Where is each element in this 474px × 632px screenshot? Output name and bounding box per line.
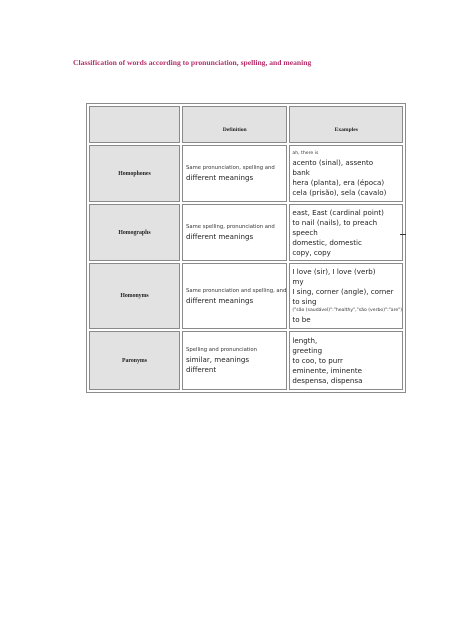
definition-small-text: Same pronunciation and spelling, and xyxy=(186,287,287,294)
definition-cell xyxy=(182,263,287,329)
example-line: ah, there is xyxy=(292,150,319,156)
definition-text: different meanings xyxy=(186,232,254,241)
document-title: Classification of words according to pronunciation, spelling, and meaning xyxy=(73,58,312,67)
definition-small-text: Same spelling, pronunciation and xyxy=(186,224,275,230)
example-line: ("são (saudável)":"healthy","são (verbo)":"are") xyxy=(292,308,403,313)
table-row xyxy=(89,263,403,329)
example-line: domestic, domestic xyxy=(292,237,362,247)
definition-text: different meanings xyxy=(186,173,254,182)
example-line: to coo, to purr xyxy=(292,355,343,365)
margin-dash xyxy=(400,234,406,235)
definition-cell xyxy=(182,145,287,202)
example-line: copy, copy xyxy=(292,247,331,257)
table-row xyxy=(89,145,403,202)
example-line: to be xyxy=(292,315,311,324)
examples-cell xyxy=(289,145,403,202)
term-cell: Paronyms xyxy=(89,331,180,390)
term-cell: Homonyms xyxy=(89,263,180,329)
definition-text: different meanings xyxy=(186,295,254,305)
example-line: eminente, iminente xyxy=(292,365,363,375)
example-line: east, East (cardinal point) xyxy=(292,207,384,217)
examples-cell xyxy=(289,204,403,261)
definition-small-text: Spelling and pronunciation xyxy=(186,347,257,353)
term-cell: Homographs xyxy=(89,204,180,261)
definition-cell xyxy=(182,331,287,390)
definition-text: different xyxy=(186,365,217,374)
example-line: I sing, corner (angle), corner xyxy=(292,287,394,296)
example-line: my xyxy=(292,277,304,286)
example-line: hera (planta), era (época) xyxy=(292,177,385,187)
table-row xyxy=(89,331,403,390)
examples-cell xyxy=(289,263,403,329)
header-examples: Examples xyxy=(289,106,403,143)
table-header-row xyxy=(89,106,403,143)
table-row xyxy=(89,204,403,261)
example-line: greeting xyxy=(292,345,323,355)
example-line: acento (sinal), assento xyxy=(292,157,374,167)
example-line: speech xyxy=(292,227,318,237)
example-line: cela (prisão), sela (cavalo) xyxy=(292,187,387,197)
example-line: to nail (nails), to preach xyxy=(292,217,378,227)
example-line: I love (sir), I love (verb) xyxy=(292,267,376,276)
classification-table xyxy=(86,103,406,393)
definition-cell xyxy=(182,204,287,261)
term-cell: Homophones xyxy=(89,145,180,202)
example-line: bank xyxy=(292,167,310,177)
examples-cell xyxy=(289,331,403,390)
definition-small-text: Same pronunciation, spelling and xyxy=(186,165,275,171)
definition-text: similar, meanings xyxy=(186,355,250,364)
header-definition: Definition xyxy=(182,106,287,143)
example-line: to sing xyxy=(292,297,317,306)
example-line: despensa, dispensa xyxy=(292,375,363,385)
example-line: length, xyxy=(292,335,318,345)
header-empty-cell xyxy=(89,106,180,143)
